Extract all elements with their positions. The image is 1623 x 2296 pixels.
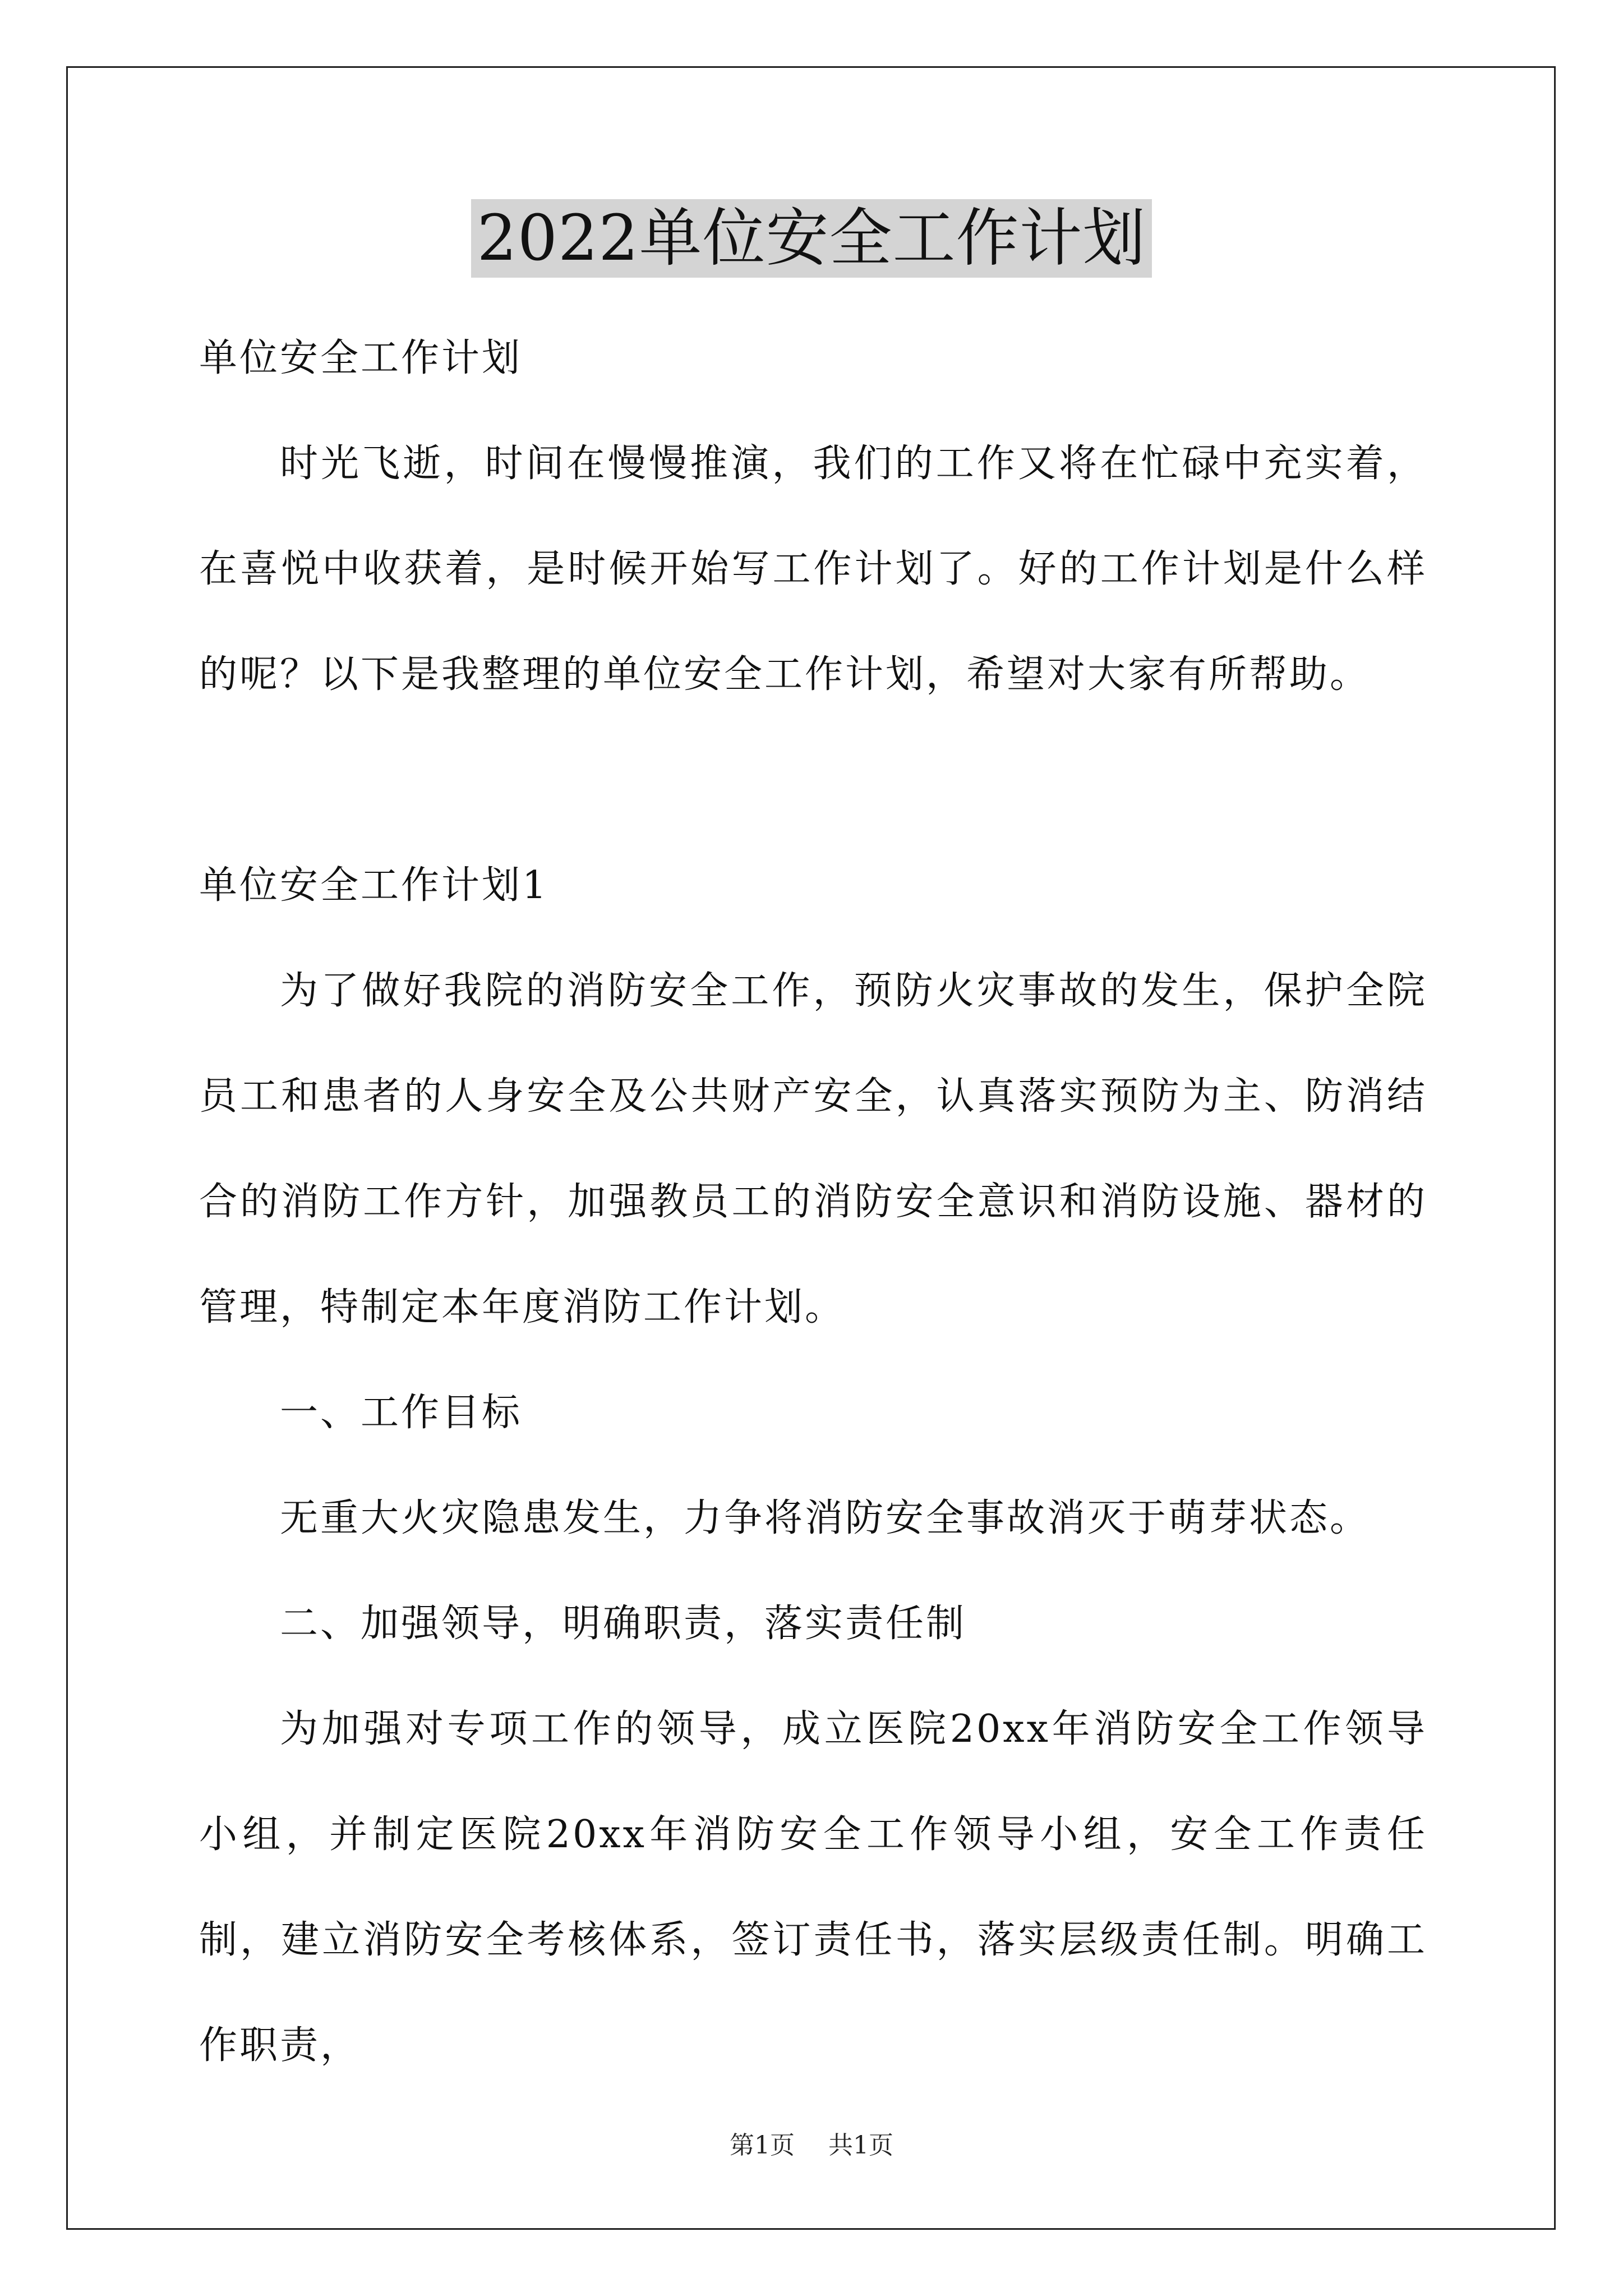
item-heading-leadership: 二、加强领导，明确职责，落实责任制	[280, 1602, 967, 1646]
item-text-goals: 无重大火灾隐患发生，力争将消防安全事故消灭于萌芽状态。	[280, 1496, 1371, 1540]
item-text-leadership: 为加强对专项工作的领导，成立医院20xx年消防安全工作领导小组，并制定医院20xx年消防安全工作领导小组，安全工作责任制，建立消防安全考核体系，签订责任书，落实层级责任制。明确工作职责，	[199, 1707, 1427, 2068]
subtitle: 单位安全工作计划	[199, 336, 523, 380]
document-title: 2022单位安全工作计划	[471, 199, 1151, 278]
document-body	[199, 306, 1427, 2099]
section-paragraph: 为了做好我院的消防安全工作，预防火灾事故的发生，保护全院员工和患者的人身安全及公共财产安全，认真落实预防为主、防消结合的消防工作方针，加强教员工的消防安全意识和消防设施、器材的管理，特制定本年度消防工作计划。	[199, 969, 1427, 1329]
intro-paragraph: 时光飞逝，时间在慢慢推演，我们的工作又将在忙碌中充实着，在喜悦中收获着，是时候开始写工作计划了。好的工作计划是什么样的呢？以下是我整理的单位安全工作计划，希望对大家有所帮助。	[199, 441, 1427, 697]
item-heading-goals: 一、工作目标	[280, 1391, 523, 1435]
section-heading: 单位安全工作计划1	[199, 863, 549, 908]
section-spacer	[199, 728, 1427, 833]
page-number: 第1页	[730, 2131, 795, 2160]
title-container	[0, 199, 1623, 278]
page-total: 共1页	[828, 2131, 893, 2160]
page-footer	[0, 2129, 1623, 2162]
